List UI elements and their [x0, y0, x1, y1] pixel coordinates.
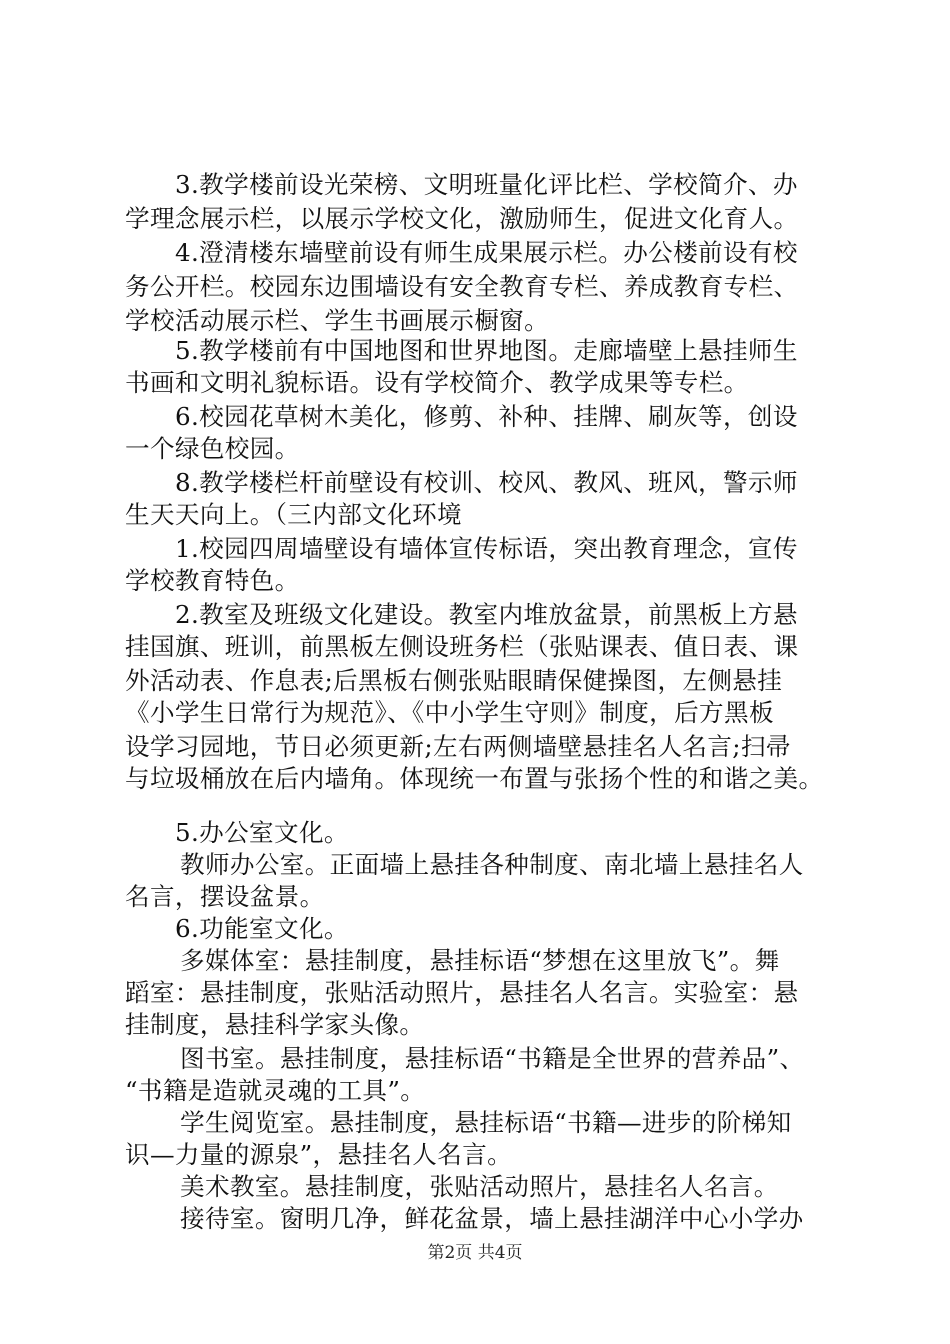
text-line: 设学习园地，节日必须更新;左右两侧墙壁悬挂名人名言;扫帚	[125, 732, 791, 761]
text-line: 一个绿色校园。	[125, 434, 300, 463]
text-line: 名言，摆设盆景。	[125, 882, 325, 911]
text-line: 外活动表、作息表;后黑板右侧张贴眼睛保健操图，左侧悬挂	[125, 666, 783, 695]
text-line: 5.办公室文化。	[175, 818, 349, 847]
text-line: 美术教室。悬挂制度，张贴活动照片，悬挂名人名言。	[180, 1172, 779, 1201]
text-line: 接待室。窗明几净，鲜花盆景，墙上悬挂湖洋中心小学办	[180, 1204, 804, 1233]
text-line: 3.教学楼前设光荣榜、文明班量化评比栏、学校简介、办	[175, 170, 798, 199]
text-line: 4.澄清楼东墙壁前设有师生成果展示栏。办公楼前设有校	[175, 238, 798, 267]
page-number-footer: 第2页 共4页	[427, 1243, 523, 1263]
text-line: 务公开栏。校园东边围墙设有安全教育专栏、养成教育专栏、	[125, 272, 799, 301]
text-line: “书籍是造就灵魂的工具”。	[125, 1076, 426, 1105]
text-line: 8.教学楼栏杆前壁设有校训、校风、教风、班风，警示师	[175, 468, 798, 497]
text-line: 教师办公室。正面墙上悬挂各种制度、南北墙上悬挂名人	[180, 850, 804, 879]
text-line: 学校活动展示栏、学生书画展示橱窗。	[125, 306, 550, 335]
text-line: 学理念展示栏，以展示学校文化，激励师生，促进文化育人。	[125, 204, 799, 233]
text-line: 与垃圾桶放在后内墙角。体现统一布置与张扬个性的和谐之美。	[125, 764, 824, 793]
text-line: 挂国旗、班训，前黑板左侧设班务栏（张贴课表、值日表、课	[125, 632, 799, 661]
text-line: 5.教学楼前有中国地图和世界地图。走廊墙壁上悬挂师生	[175, 336, 798, 365]
text-line: 6.功能室文化。	[175, 914, 349, 943]
text-line: 学校教育特色。	[125, 566, 300, 595]
text-line: 1.校园四周墙壁设有墙体宣传标语，突出教育理念，宣传	[175, 534, 798, 563]
text-line: 生天天向上。（三内部文化环境	[125, 500, 462, 529]
text-line: 图书室。悬挂制度，悬挂标语“书籍是全世界的营养品”、	[180, 1044, 805, 1073]
text-line: 6.校园花草树木美化，修剪、补种、挂牌、刷灰等，创设	[175, 402, 798, 431]
text-line: 2.教室及班级文化建设。教室内堆放盆景，前黑板上方悬	[175, 600, 798, 629]
text-line: 书画和文明礼貌标语。设有学校简介、教学成果等专栏。	[125, 368, 749, 397]
text-line: 蹈室：悬挂制度，张贴活动照片，悬挂名人名言。实验室：悬	[125, 978, 799, 1007]
text-line: 识—力量的源泉”，悬挂名人名言。	[125, 1140, 513, 1169]
text-line: 《小学生日常行为规范》、《中小学生守则》制度，后方黑板	[125, 698, 774, 727]
text-line: 学生阅览室。悬挂制度，悬挂标语“书籍—进步的阶梯知	[180, 1108, 792, 1137]
text-line: 多媒体室：悬挂制度，悬挂标语“梦想在这里放飞”。舞	[180, 946, 780, 975]
text-line: 挂制度，悬挂科学家头像。	[125, 1010, 425, 1039]
